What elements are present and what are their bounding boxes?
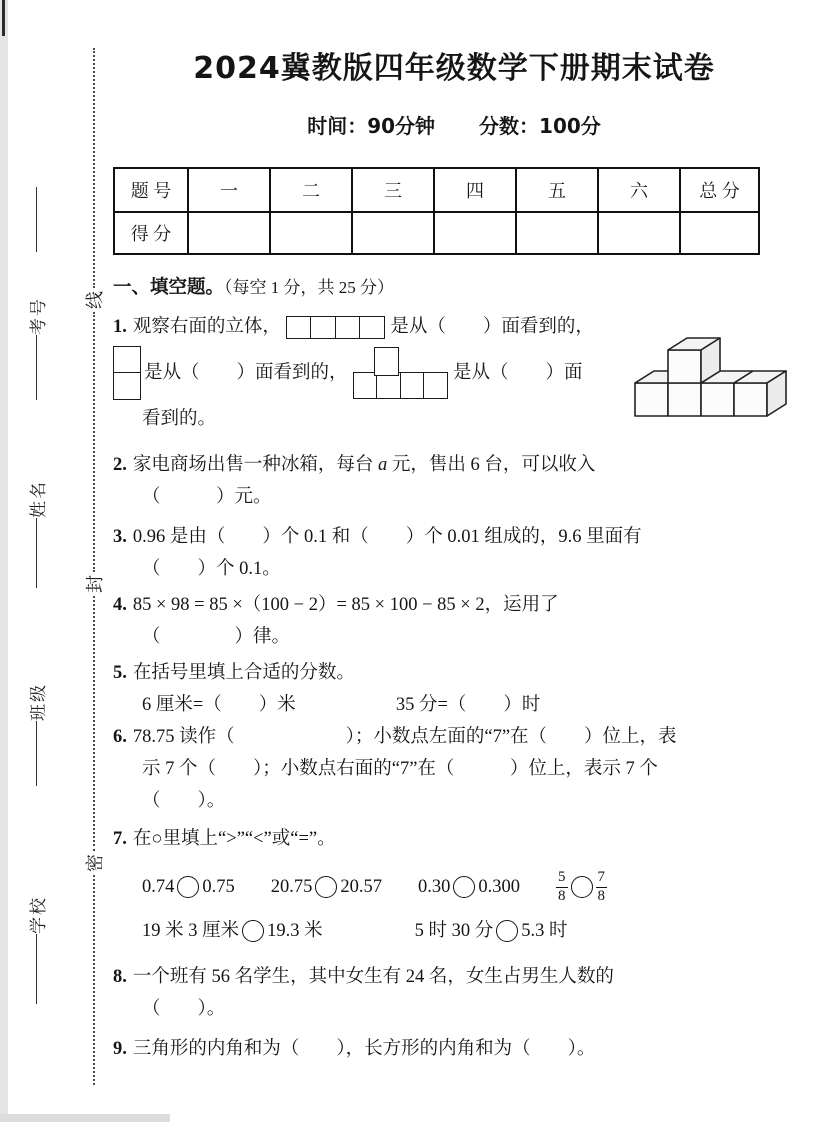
score-table-corner: 题 号: [114, 168, 188, 212]
scan-edge-mark: [2, 0, 5, 36]
question-3: [113, 521, 795, 585]
q5-text: 在括号里填上合适的分数。: [132, 663, 355, 683]
scan-edge-left: [0, 0, 8, 1122]
section-1-heading: [113, 273, 795, 299]
score-table-col-total: 总 分: [680, 168, 759, 212]
q5-number: 5.: [113, 663, 127, 683]
score-table-col-5: 五: [516, 168, 598, 212]
q2-text-a: 家电商场出售一种冰箱，每台: [132, 455, 379, 475]
question-6: [113, 721, 795, 817]
q1-after-side-text: 是从（ ）面看到的，: [144, 363, 348, 383]
field-blank-line: [36, 518, 37, 588]
question-2: [113, 449, 795, 513]
section-1-note: （每空 1 分，共 25 分）: [224, 278, 395, 297]
score-cell-empty: [188, 212, 270, 254]
seal-dots: [93, 312, 95, 572]
q2-number: 2.: [113, 455, 127, 475]
q2-line-1: [113, 449, 795, 481]
cube-stack-3d-figure: [631, 317, 791, 421]
score-table-score-row: [114, 212, 759, 254]
fraction-seven-eighths: $\frac{7}{8}$: [597, 869, 605, 904]
seal-dots: [93, 596, 95, 851]
question-8: [113, 961, 795, 1025]
field-name-label: 姓名: [28, 480, 48, 518]
q7-pair-1-left: 0.74: [142, 877, 175, 897]
q7-pair-3: [418, 871, 520, 903]
exam-title: 2024冀教版四年级数学下册期末试卷: [193, 51, 715, 86]
comparison-circle: [315, 876, 337, 898]
comparison-circle: [177, 876, 199, 898]
comparison-circle: [453, 876, 475, 898]
q9-line-1: [113, 1033, 795, 1065]
q2-line-2: （ ）元。: [142, 487, 272, 507]
q5-item-min: 35 分=（ ）时: [395, 695, 541, 715]
fraction-five-eighths: $\frac{5}{8}$: [558, 869, 566, 904]
score-row-label: 得 分: [114, 212, 188, 254]
seal-char-xian: 线: [85, 291, 105, 309]
score-cell-empty: [516, 212, 598, 254]
score-table-col-3: 三: [352, 168, 434, 212]
q7-pair-6-right: 5.3 时: [521, 921, 568, 941]
q7-pair-6-left: 5 时 30 分: [414, 921, 494, 941]
q4-number: 4.: [113, 595, 127, 615]
q7-pair-5-right: 19.3 米: [267, 921, 323, 941]
q3-line-2: （ ）个 0.1。: [142, 559, 281, 579]
score-table-header-row: [114, 168, 759, 212]
comparison-circle: [496, 920, 518, 942]
q1-line-1: [113, 311, 648, 343]
q7-instruction: 在○里填上“>”“<”或“=”。: [132, 829, 336, 849]
q7-pair-6: [415, 915, 568, 947]
q8-text: 一个班有 56 名学生，其中女生有 24 名，女生占男生人数的: [132, 967, 614, 987]
q9-text: 三角形的内角和为（ ），长方形的内角和为（ ）。: [132, 1039, 596, 1059]
q7-pair-5: [142, 915, 323, 947]
q7-pair-2: [271, 871, 382, 903]
field-blank-line: [36, 335, 37, 400]
question-9: [113, 1033, 795, 1065]
q8-line-2: （ ）。: [142, 999, 226, 1019]
question-7: [113, 823, 795, 947]
q6-line-1: [113, 721, 795, 753]
field-blank-line: [36, 721, 37, 786]
q1-front-view-shape: [286, 316, 386, 339]
score-cell-empty: [270, 212, 352, 254]
q1-intro: 观察右面的立体，: [132, 317, 281, 337]
q7-pair-2-left: 20.75: [270, 877, 313, 897]
q7-number: 7.: [113, 829, 127, 849]
score-table-col-6: 六: [598, 168, 680, 212]
score-cell-empty: [352, 212, 434, 254]
field-exam-number-label: 考号: [28, 297, 48, 335]
score-cell-empty: [598, 212, 680, 254]
q7-pair-5-left: 19 米 3 厘米: [142, 921, 240, 941]
q1-top-view-shape: [353, 347, 449, 399]
score-table-col-4: 四: [434, 168, 516, 212]
seal-char-feng: 封: [85, 575, 105, 593]
binding-margin-fields: [14, 0, 58, 1122]
q7-pair-1: [142, 871, 235, 903]
field-blank-line: [36, 934, 37, 1004]
score-table: [113, 167, 760, 255]
q7-line-1: [113, 823, 795, 855]
question-4: [113, 589, 795, 653]
score-table-col-1: 一: [188, 168, 270, 212]
q7-pair-2-right: 20.57: [340, 877, 382, 897]
comparison-circle: [571, 876, 593, 898]
score-cell-empty: [434, 212, 516, 254]
q6-line-3: （ ）。: [142, 791, 226, 811]
q1-line-2: [113, 343, 648, 403]
q1-after-front-text: 是从（ ）面看到的，: [390, 317, 594, 337]
score-cell-empty: [680, 212, 759, 254]
q4-line-1: [113, 589, 795, 621]
q1-number: 1.: [113, 317, 127, 337]
q7-comparisons-row-1: [113, 863, 795, 911]
q1-line-3: 看到的。: [142, 409, 217, 429]
q5-item-cm: 6 厘米=（ ）米: [142, 695, 296, 715]
seal-dots: [93, 48, 95, 288]
q4-line-2: （ ）律。: [142, 627, 291, 647]
q8-line-1: [113, 961, 795, 993]
q4-equation: 85 × 98 = 85 ×（100 − 2）= 85 × 100 − 85 × 2，运用了: [132, 595, 559, 615]
seal-dots: [93, 875, 95, 1085]
q6-number: 6.: [113, 727, 127, 747]
comparison-circle: [242, 920, 264, 942]
q2-text-b: 元，售出 6 台，可以收入: [387, 455, 596, 475]
q3-number: 3.: [113, 527, 127, 547]
q3-text: 0.96 是由（ ）个 0.1 和（ ）个 0.01 组成的，9.6 里面有: [132, 527, 642, 547]
field-blank-line: [36, 187, 37, 252]
q9-number: 9.: [113, 1039, 127, 1059]
q6-text-1: 78.75 读作（ ）；小数点左面的“7”在（ ）位上，表: [132, 727, 677, 747]
q7-pair-4-fractions: [556, 869, 607, 905]
q1-after-top-text: 是从（ ）面: [453, 363, 583, 383]
seal-line: [72, 0, 116, 1122]
question-1: [113, 311, 795, 435]
field-class-label: 班级: [28, 683, 48, 721]
score-table-col-2: 二: [270, 168, 352, 212]
main-content: [113, 0, 795, 1065]
exam-time: 时间：90分钟: [307, 114, 436, 138]
q7-pair-3-right: 0.300: [478, 877, 520, 897]
q2-variable-a: a: [378, 455, 388, 475]
q7-comparisons-row-2: [113, 915, 795, 947]
q7-pair-1-right: 0.75: [202, 877, 235, 897]
q3-line-1: [113, 521, 795, 553]
seal-char-mi: 密: [85, 854, 105, 872]
q1-side-view-shape: [113, 346, 141, 401]
exam-meta: [113, 110, 795, 139]
q5-items: [113, 689, 795, 721]
field-school-label: 学校: [28, 896, 48, 934]
q7-pair-3-left: 0.30: [418, 877, 451, 897]
q6-line-2: 示 7 个（ ）；小数点右面的“7”在（ ）位上，表示 7 个: [142, 759, 658, 779]
question-5: [113, 657, 795, 721]
q8-number: 8.: [113, 967, 127, 987]
section-1-title: 一、填空题。: [113, 277, 225, 298]
exam-total-score: 分数：100分: [479, 114, 601, 138]
q5-line-1: [113, 657, 795, 689]
